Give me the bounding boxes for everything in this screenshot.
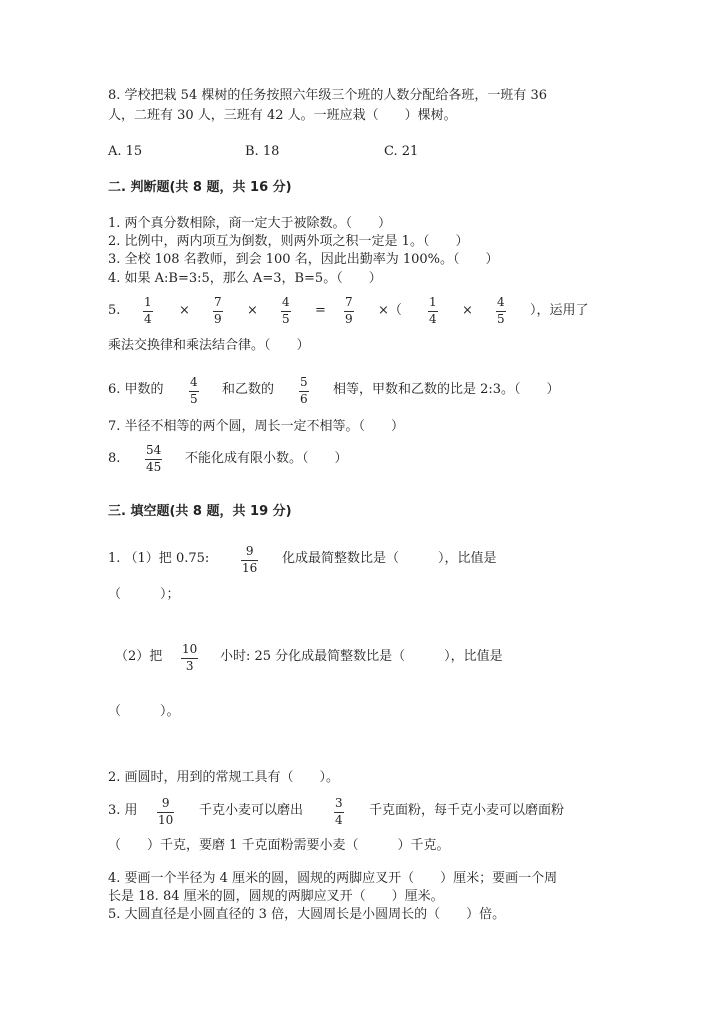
section-2-title: 二. 判断题(共 8 题，共 16 分) — [108, 180, 292, 195]
numerator: 3 — [335, 796, 343, 810]
fill-q1a-pre: 1. （1）把 0.75: — [108, 551, 210, 566]
fill-q1a-post: 化成最简整数比是（ ），比值是 — [282, 551, 497, 566]
fraction — [496, 296, 506, 326]
fill-q3-mid: 千克小麦可以磨出 — [199, 803, 304, 818]
fraction — [428, 296, 438, 326]
fill-q2: 2. 画圆时，用到的常规工具有（ ）。 — [108, 770, 340, 785]
fill-q5: 5. 大圆直径是小圆直径的 3 倍，大圆周长是小圆周长的（ ）倍。 — [108, 907, 506, 922]
fill-q1b-post: 小时: 25 分化成最简整数比是（ ），比值是 — [220, 649, 503, 664]
fill-q1b-pre: （2）把 — [115, 649, 163, 664]
denominator: 5 — [282, 312, 290, 326]
fill-q1a-line2: （ ）； — [108, 587, 180, 602]
fill-q4-line2: 长是 18. 84 厘米的圆，圆规的两脚应叉开（ ）厘米。 — [108, 889, 444, 904]
denominator: 4 — [144, 312, 152, 326]
denominator: 6 — [300, 392, 308, 406]
times-sign: × — [247, 303, 258, 318]
times-paren: ×（ — [378, 303, 402, 318]
judge-q4: 4. 如果 A:B=3:5，那么 A=3，B=5。（ ） — [108, 271, 382, 286]
judge-q2: 2. 比例中，两内项互为倒数，则两外项之积一定是 1。（ ） — [108, 234, 469, 249]
fill-q3-line2: （ ）千克，要磨 1 千克面粉需要小麦（ ）千克。 — [108, 838, 450, 853]
option-c: C. 21 — [384, 144, 419, 159]
fraction — [334, 797, 344, 827]
numerator: 9 — [245, 544, 254, 558]
numerator: 54 — [146, 443, 162, 457]
numerator: 5 — [300, 375, 308, 389]
denominator: 3 — [185, 659, 194, 673]
fraction — [241, 545, 258, 575]
section-3-title: 三. 填空题(共 8 题，共 19 分) — [108, 504, 292, 519]
denominator: 4 — [429, 312, 437, 326]
numerator: 9 — [161, 796, 170, 810]
numerator: 7 — [345, 295, 353, 309]
judge-q6-pre: 6. 甲数的 — [108, 382, 164, 397]
option-a: A. 15 — [108, 144, 143, 159]
fraction — [281, 296, 291, 326]
q8-line1: 8. 学校把栽 54 棵树的任务按照六年级三个班的人数分配给各班，一班有 36 — [108, 88, 548, 103]
denominator: 45 — [146, 460, 162, 474]
judge-q8-num: 8. — [108, 451, 121, 466]
fraction — [299, 376, 309, 406]
numerator: 4 — [282, 295, 290, 309]
judge-q7: 7. 半径不相等的两个圆，周长一定不相等。（ ） — [108, 419, 405, 434]
judge-q8-post: 不能化成有限小数。（ ） — [185, 451, 348, 466]
numerator: 1 — [429, 295, 437, 309]
numerator: 7 — [214, 295, 222, 309]
fill-q4-line1: 4. 要画一个半径为 4 厘米的圆，圆规的两脚应叉开（ ）厘米；要画一个周 — [108, 871, 558, 886]
fill-q1b-line2: （ ）。 — [108, 704, 180, 719]
denominator: 4 — [335, 813, 343, 827]
q8-line2: 人，二班有 30 人，三班有 42 人。一班应栽（ ）棵树。 — [108, 108, 457, 123]
numerator: 4 — [497, 295, 505, 309]
fraction — [189, 376, 199, 406]
times-sign: × — [179, 303, 190, 318]
denominator: 10 — [158, 813, 174, 827]
fraction — [157, 797, 174, 827]
option-b: B. 18 — [245, 144, 280, 159]
numerator: 4 — [190, 375, 198, 389]
denominator: 5 — [190, 392, 198, 406]
numerator: 10 — [182, 642, 198, 656]
fraction — [344, 296, 354, 326]
denominator: 9 — [214, 312, 222, 326]
fill-q3-pre: 3. 用 — [108, 803, 138, 818]
denominator: 16 — [242, 561, 258, 575]
judge-q1: 1. 两个真分数相除，商一定大于被除数。（ ） — [108, 216, 392, 231]
judge-q6-mid: 和乙数的 — [222, 382, 275, 397]
times-sign: × — [462, 303, 473, 318]
fill-q3-post: 千克面粉，每千克小麦可以磨面粉 — [369, 803, 565, 818]
judge-q5-tail: ），运用了 — [530, 303, 589, 318]
numerator: 1 — [144, 295, 152, 309]
denominator: 5 — [497, 312, 505, 326]
fraction — [181, 643, 198, 673]
equals-sign: = — [315, 303, 326, 318]
denominator: 9 — [345, 312, 353, 326]
judge-q5-line2: 乘法交换律和乘法结合律。（ ） — [108, 338, 310, 353]
judge-q6-post: 相等，甲数和乙数的比是 2:3。（ ） — [333, 382, 560, 397]
fraction — [143, 296, 153, 326]
fraction — [213, 296, 223, 326]
judge-q5-num: 5. — [108, 303, 121, 318]
judge-q3: 3. 全校 108 名教师，到会 100 名，因此出勤率为 100%。（ ） — [108, 252, 499, 267]
fraction — [145, 444, 162, 474]
